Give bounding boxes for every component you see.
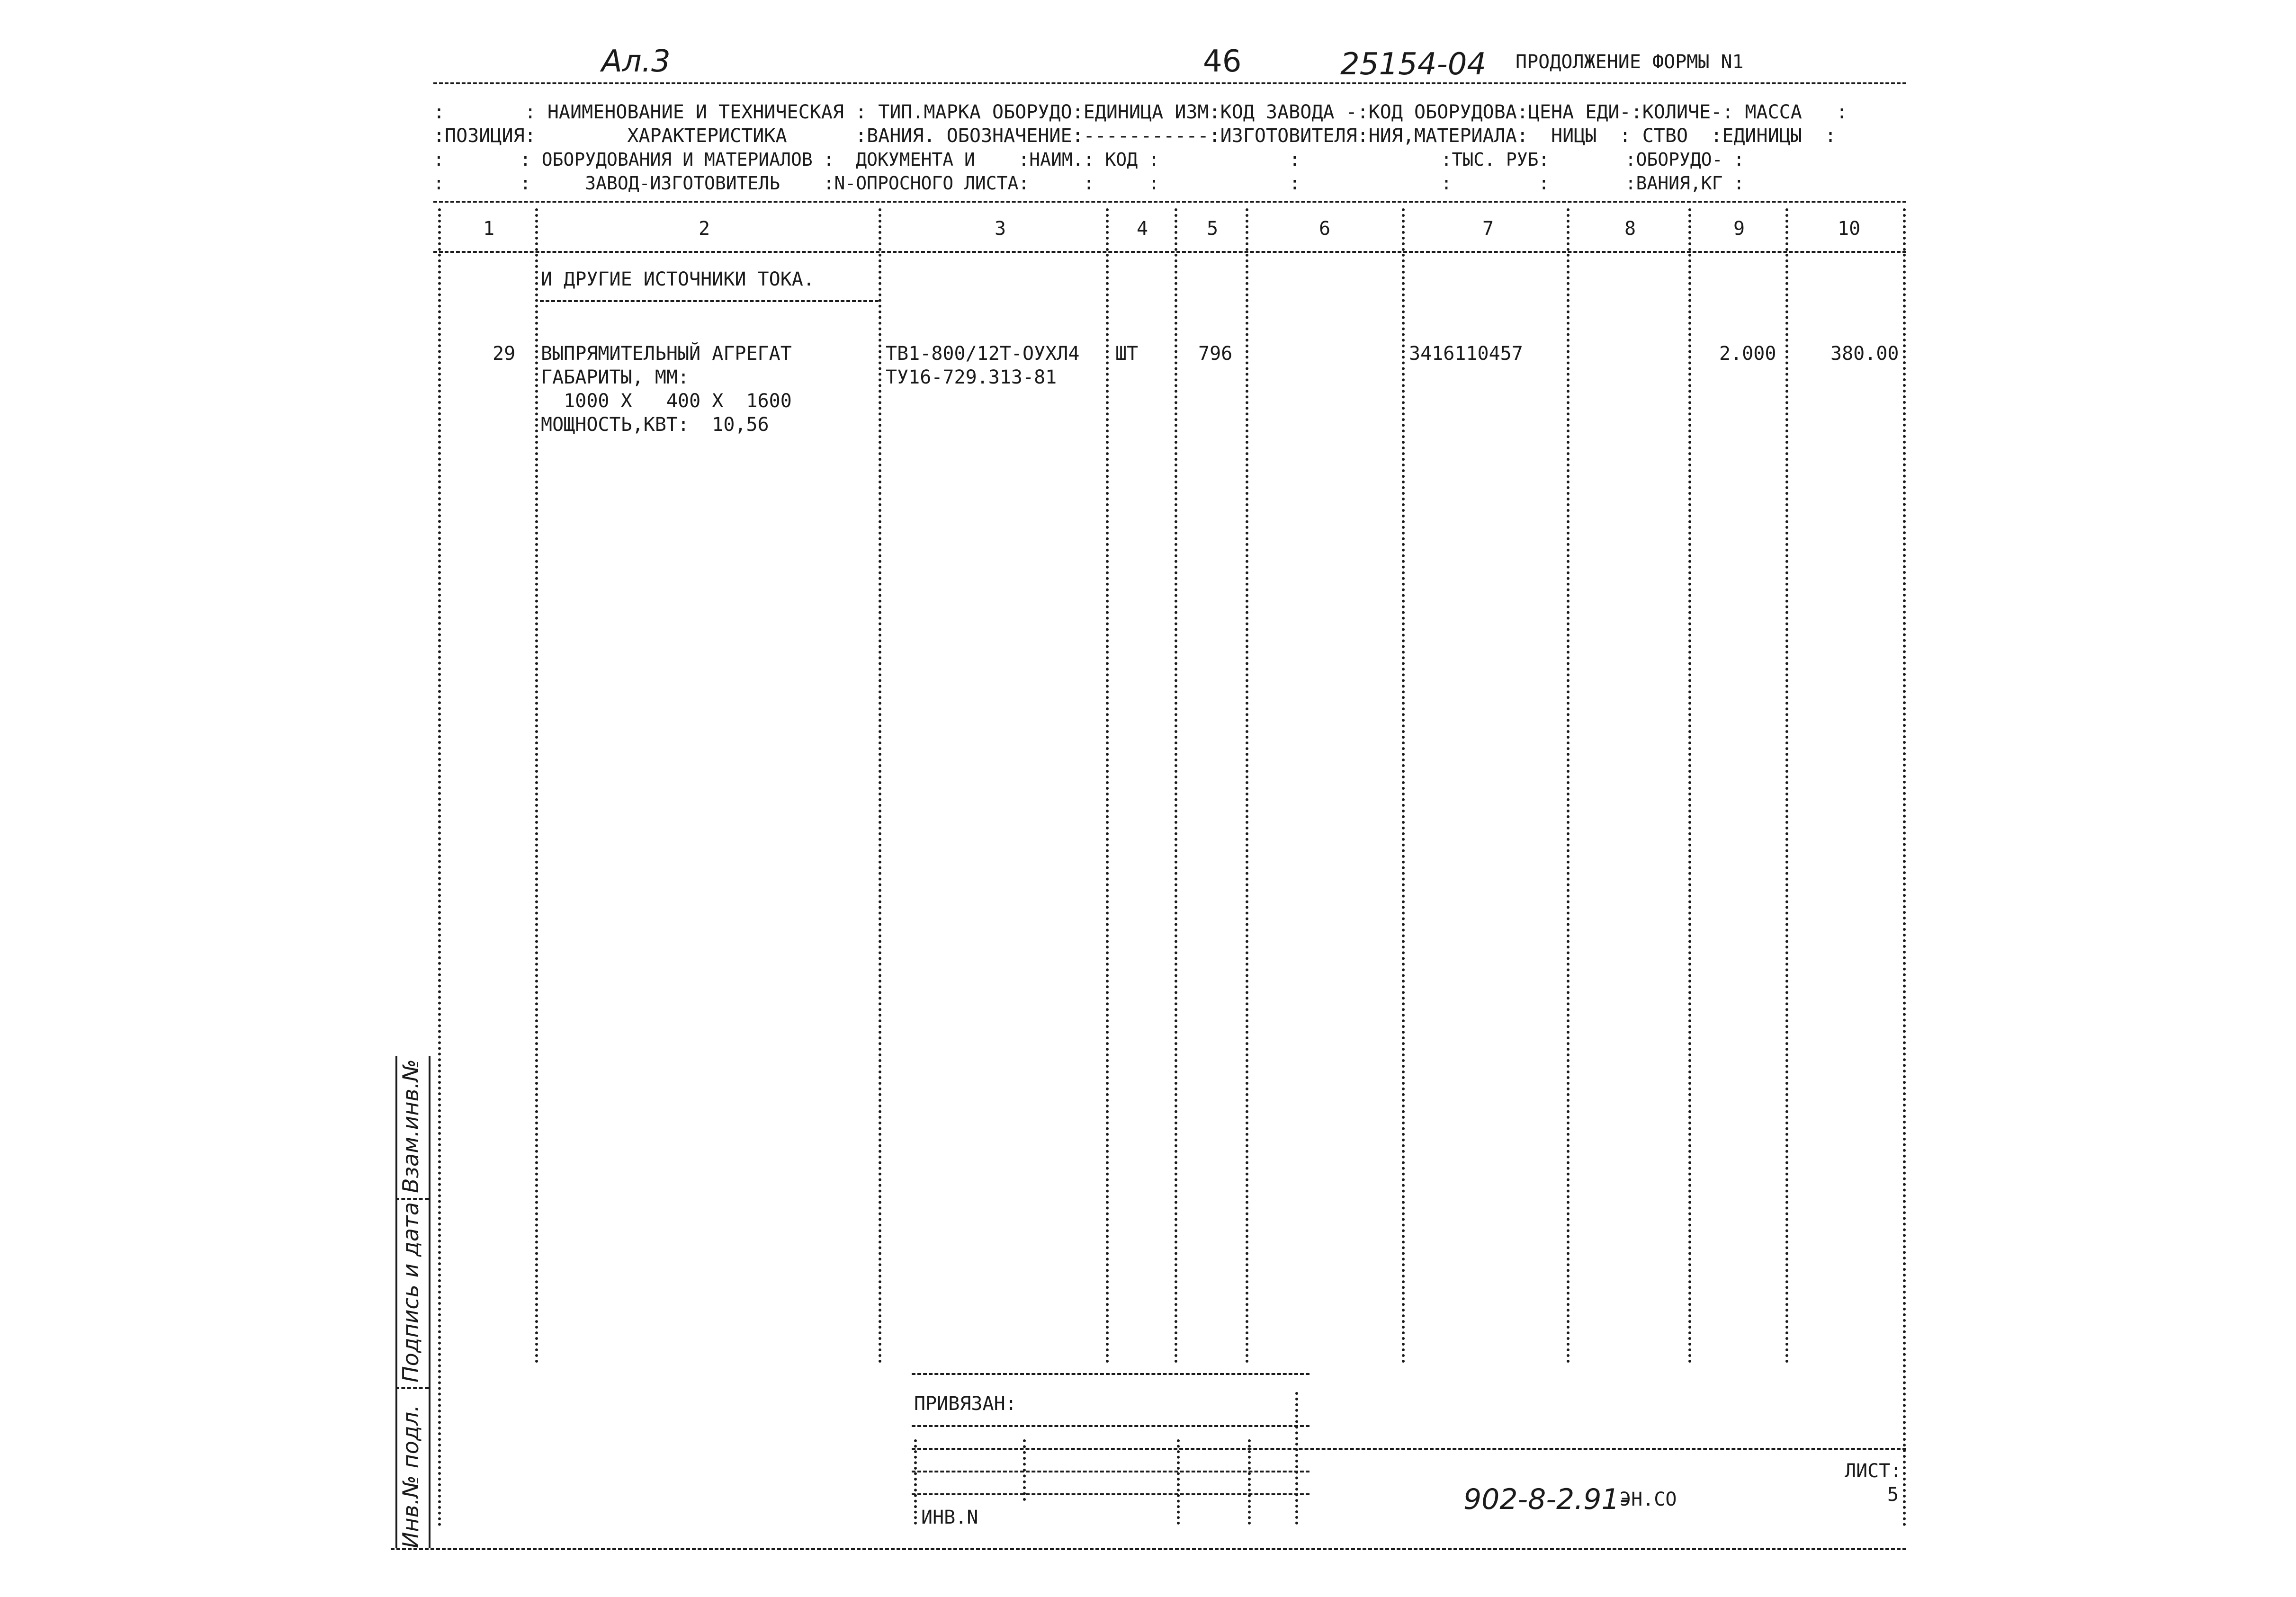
side-label-vzam-inv: Взам.инв.№ xyxy=(398,1059,423,1193)
sheet-number: 5 xyxy=(1887,1484,1899,1506)
header-row-4: : : ЗАВОД-ИЗГОТОВИТЕЛЬ :N-ОПРОСНОГО ЛИСТА: : : : : : :ВАНИЯ,КГ : xyxy=(433,173,1745,194)
table-bottom-border xyxy=(391,1548,1906,1550)
item-name-line-4: МОЩНОСТЬ,КВТ: 10,56 xyxy=(541,414,769,436)
colnum-6: 6 xyxy=(1319,218,1331,240)
side-divider-2 xyxy=(395,1198,429,1200)
col-separator-5-6 xyxy=(1246,208,1248,1364)
colnum-1: 1 xyxy=(483,218,495,240)
col-separator-4-5 xyxy=(1175,208,1177,1364)
item-quantity: 2.000 xyxy=(1719,343,1776,365)
stamp-col-a xyxy=(914,1439,917,1525)
col-separator-3-4 xyxy=(1106,208,1109,1364)
section-title-underline xyxy=(540,300,879,302)
item-name-line-3: 1000 Х 400 Х 1600 xyxy=(541,390,792,412)
column-numbers-bottom-border xyxy=(433,251,1906,253)
header-row-1: : : НАИМЕНОВАНИЕ И ТЕХНИЧЕСКАЯ : ТИП.МАРКА ОБОРУДО:ЕДИНИЦА ИЗМ:КОД ЗАВОДА -:КОД ОБОРУДОВА:ЦЕНА ЕДИ-:КОЛИЧЕ-: МАССА : xyxy=(433,101,1848,123)
stamp-line-2 xyxy=(912,1448,1906,1450)
side-strip-left-line xyxy=(395,1056,397,1548)
col-separator-2-3 xyxy=(879,208,881,1364)
side-divider-1 xyxy=(395,1387,429,1389)
colnum-3: 3 xyxy=(995,218,1006,240)
stamp-inv: ИНВ.N xyxy=(921,1507,978,1528)
colnum-4: 4 xyxy=(1137,218,1148,240)
stamp-col-d xyxy=(1248,1439,1251,1525)
stamp-privyazan: ПРИВЯЗАН: xyxy=(914,1393,1017,1415)
item-unit-code: 796 xyxy=(1198,343,1233,365)
item-type-line-2: ТУ16-729.313-81 xyxy=(886,366,1057,388)
item-position: 29 xyxy=(493,343,516,365)
stamp-line-1 xyxy=(912,1425,1309,1427)
col-separator-7-8 xyxy=(1567,208,1570,1364)
stamp-col-c xyxy=(1177,1439,1180,1525)
colnum-8: 8 xyxy=(1624,218,1636,240)
sheet-label: ЛИСТ: xyxy=(1845,1460,1902,1482)
section-title: И ДРУГИЕ ИСТОЧНИКИ ТОКА. xyxy=(541,268,815,290)
header-row-2: :ПОЗИЦИЯ: ХАРАКТЕРИСТИКА :ВАНИЯ. ОБОЗНАЧЕНИЕ:-----------:ИЗГОТОВИТЕЛЯ:НИЯ,МАТЕРИАЛА: НИЦЫ : СТВО :ЕДИНИЦЫ : xyxy=(433,125,1837,147)
table-top-border xyxy=(433,82,1906,84)
col-separator-6-7 xyxy=(1402,208,1405,1364)
doc-code-suffix: ЭН.СО xyxy=(1620,1489,1677,1510)
item-mass: 380.00 xyxy=(1830,343,1899,365)
colnum-5: 5 xyxy=(1207,218,1219,240)
handwritten-album-number: Ал.3 xyxy=(601,44,671,79)
colnum-9: 9 xyxy=(1733,218,1745,240)
side-strip-right-line xyxy=(429,1056,430,1548)
col-separator-left xyxy=(438,208,441,1527)
side-label-podpis-data: Подпись и дата xyxy=(398,1202,423,1383)
stamp-col-b xyxy=(1023,1439,1026,1501)
item-name-line-1: ВЫПРЯМИТЕЛЬНЫЙ АГРЕГАТ xyxy=(541,343,792,365)
stamp-top-border xyxy=(912,1373,1309,1375)
colnum-7: 7 xyxy=(1482,218,1494,240)
item-type-line-1: ТВ1-800/12Т-ОУХЛ4 xyxy=(886,343,1080,365)
col-separator-8-9 xyxy=(1688,208,1691,1364)
item-equipment-code: 3416110457 xyxy=(1409,343,1523,365)
item-unit-name: ШТ xyxy=(1115,343,1139,365)
col-separator-1-2 xyxy=(535,208,538,1364)
handwritten-project-code: 25154-04 xyxy=(1340,47,1487,82)
header-row-3: : : ОБОРУДОВАНИЯ И МАТЕРИАЛОВ : ДОКУМЕНТА И :НАИМ.: КОД : : :ТЫС. РУБ: :ОБОРУДО- : xyxy=(433,149,1745,170)
form-title: ПРОДОЛЖЕНИЕ ФОРМЫ N1 xyxy=(1516,51,1744,73)
handwritten-page-number: 46 xyxy=(1203,44,1242,79)
col-separator-9-10 xyxy=(1785,208,1788,1364)
header-bottom-border xyxy=(433,201,1906,203)
item-name-line-2: ГАБАРИТЫ, ММ: xyxy=(541,366,690,388)
colnum-10: 10 xyxy=(1838,218,1861,240)
col-separator-right xyxy=(1903,208,1906,1527)
side-label-inv-podl: Инв.№ подл. xyxy=(398,1405,423,1548)
colnum-2: 2 xyxy=(699,218,710,240)
stamp-col-e xyxy=(1295,1392,1298,1525)
doc-code-handwritten: 902-8-2.91- xyxy=(1463,1483,1630,1516)
